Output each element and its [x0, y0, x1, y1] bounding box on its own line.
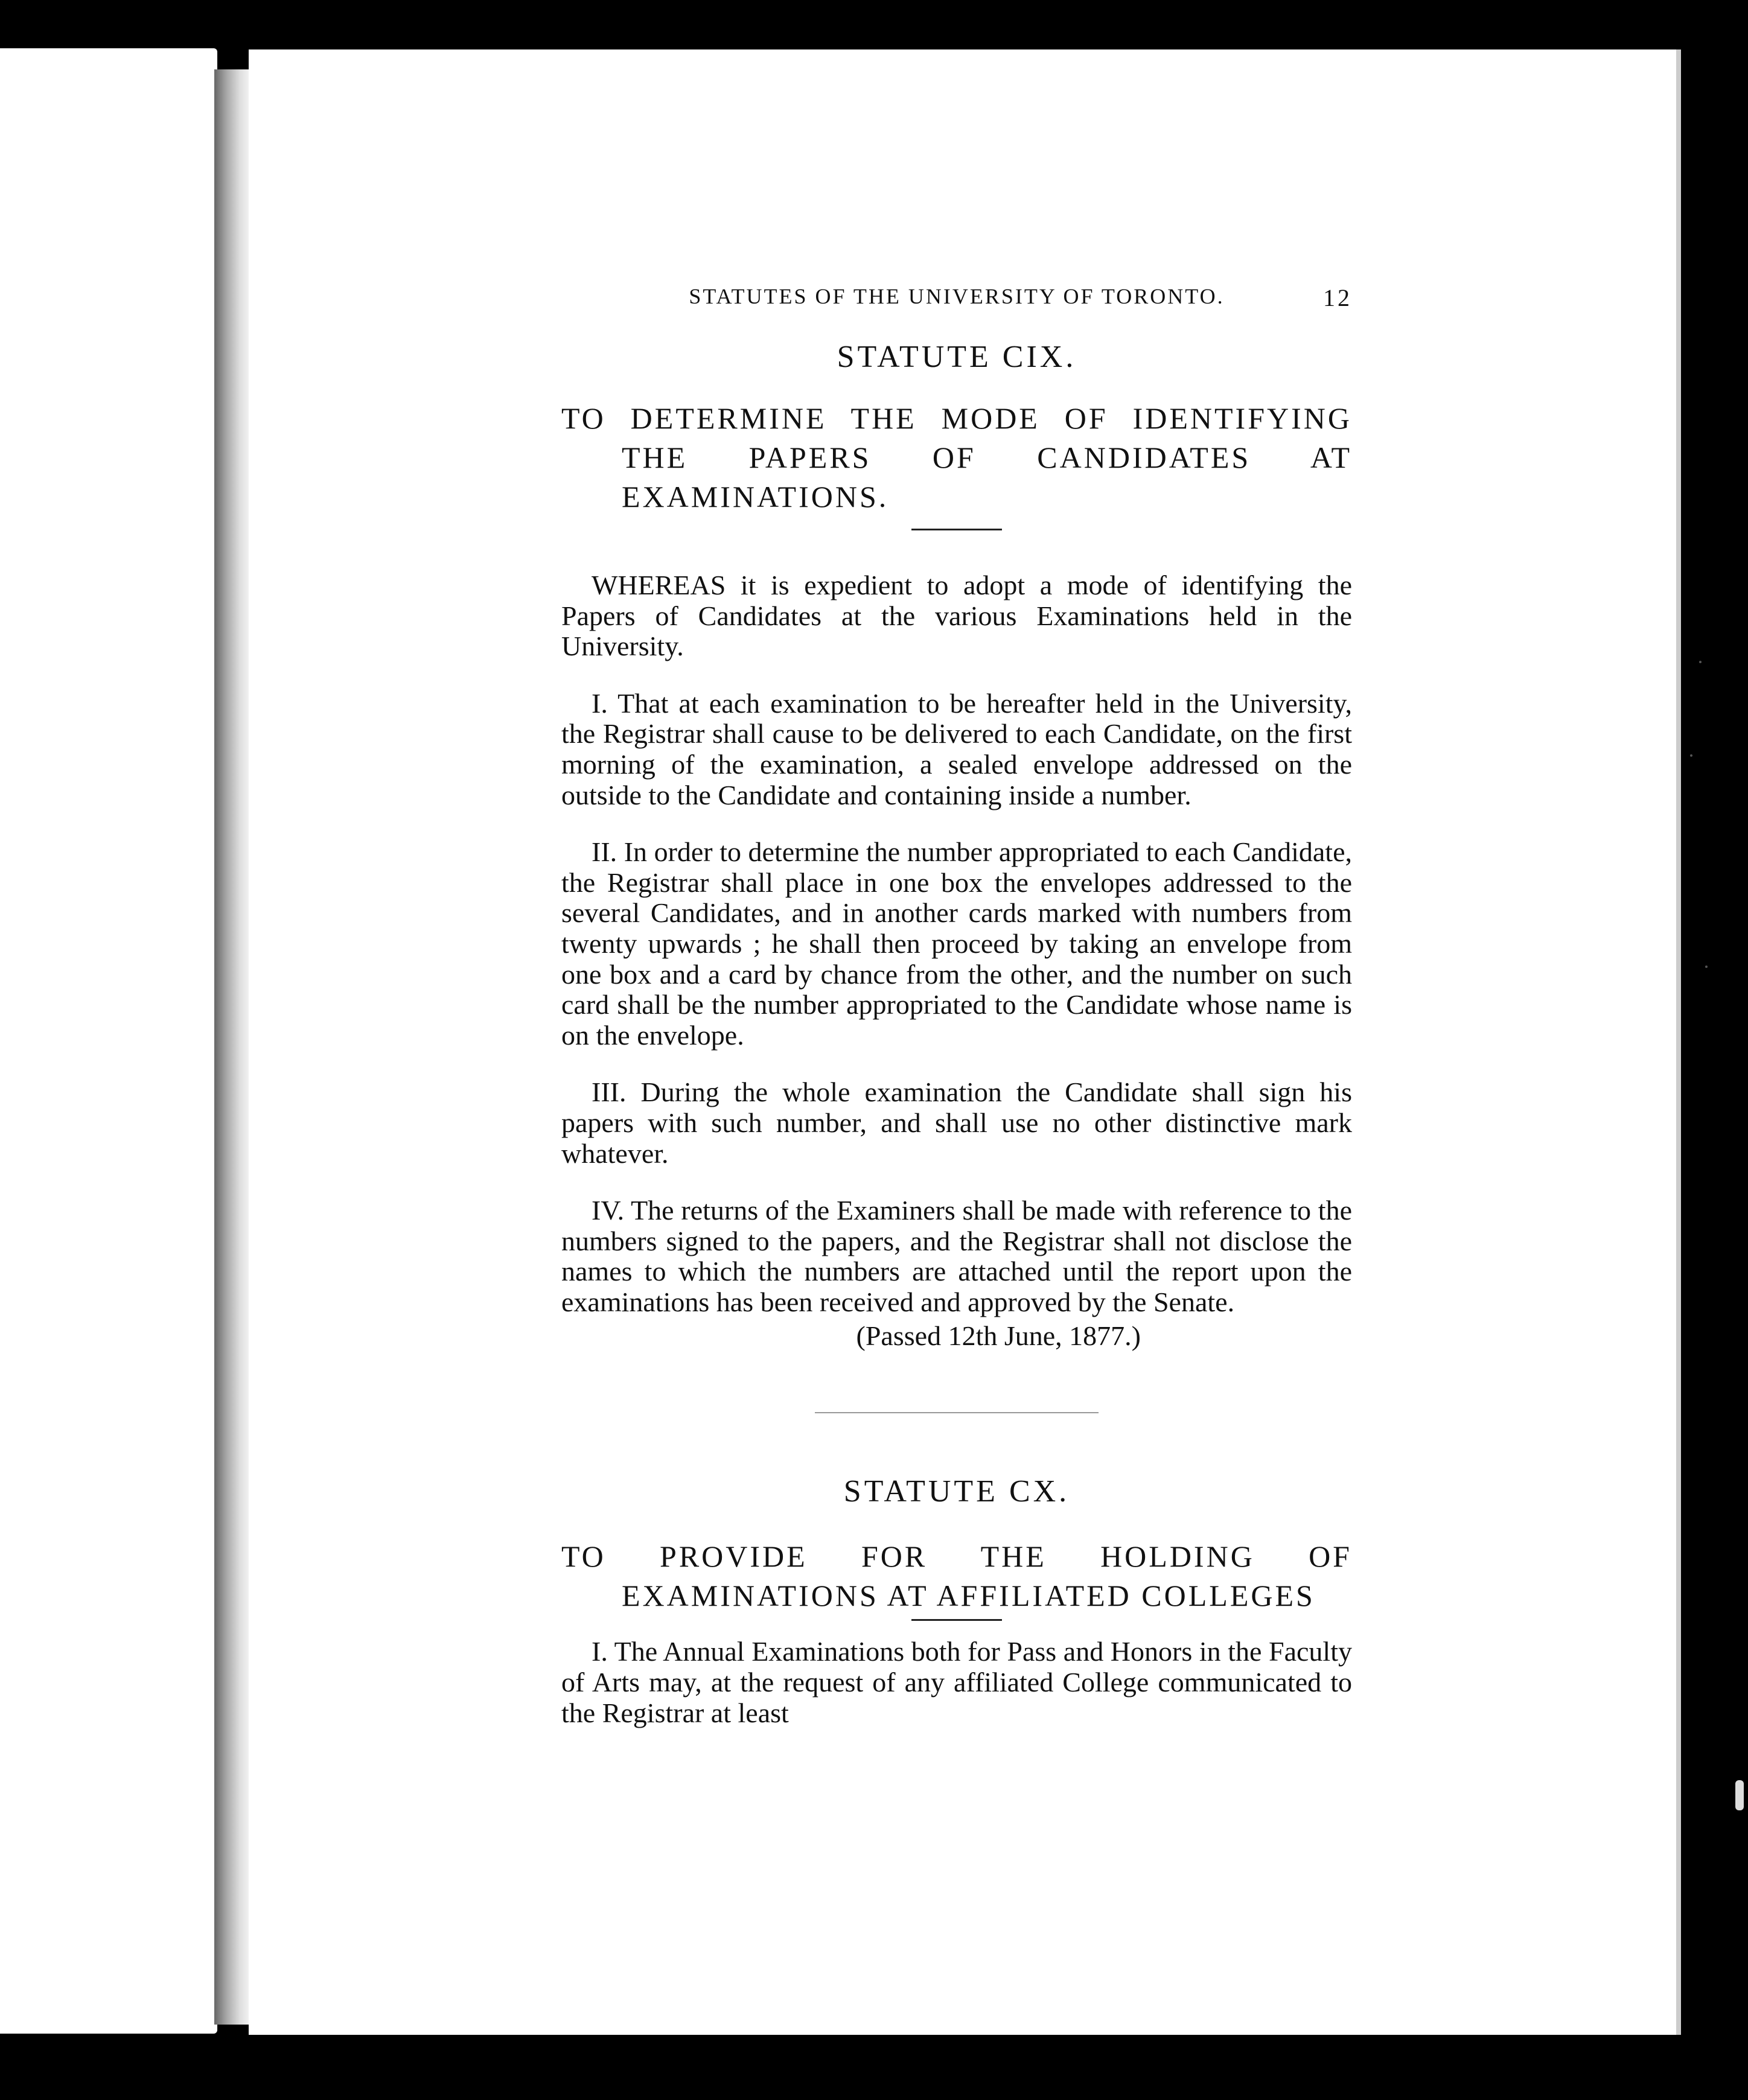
page-number: 12: [1323, 284, 1352, 311]
section-1: I. That at each examination to be hereafter held in the University, the Registrar shall cause to be delivered to each Candidate, on the first morning of the examination, a sealed envelope addressed on the outside to the Candidate and containing inside a number.: [561, 687, 1352, 810]
title-rule: [911, 529, 1002, 530]
title-rule: [911, 1619, 1002, 1621]
book-spine: [214, 69, 250, 2025]
statute-cix-title: STATUTE CIX.: [837, 340, 1077, 374]
scan-speck: [1699, 661, 1702, 663]
section-2: II. In order to determine the number appropriated to each Candidate, the Registrar shall place in one box the envelopes addressed to the several Candidates, and in another cards marked with numbers from twenty upwards ; he shall then proceed by taking an envelope from one box and a card by chance from the other, and the number on such card shall be the number appropriated to the Candidate whose name is on the envelope.: [561, 836, 1352, 1051]
document-body: [561, 284, 1352, 1728]
statute-cx-title: STATUTE CX.: [843, 1474, 1070, 1509]
left-page-margin: [0, 48, 217, 2034]
section-3: III. During the whole examination the Candidate shall sign his papers with such number, and shall use no other distinctive mark whatever.: [561, 1077, 1352, 1169]
preamble: WHEREAS it is expedient to adopt a mode of identifying the Papers of Candidates at the various Examinations held in the University.: [561, 570, 1352, 662]
running-head: [561, 284, 1352, 320]
page-edge: [1676, 49, 1681, 2035]
section-1: I. The Annual Examinations both for Pass and Honors in the Faculty of Arts may, at the request of any affiliated College communicated to the Registrar at least: [561, 1636, 1352, 1728]
statute-cx-subtitle: TO PROVIDE FOR THE HOLDING OF EXAMINATIONS AT AFFILIATED COLLEGES: [561, 1539, 1352, 1613]
statute-cx: [561, 1474, 1352, 1728]
passed-date: (Passed 12th June, 1877.): [856, 1320, 1141, 1352]
running-head-title: STATUTES OF THE UNIVERSITY OF TORONTO.: [689, 284, 1225, 308]
scan-speck: [1705, 966, 1708, 968]
section-separator: [815, 1412, 1099, 1413]
section-4: IV. The returns of the Examiners shall be made with reference to the numbers signed to the papers, and the Registrar shall not disclose the names to which the numbers are attached until the report upon the examinations has been received and approved by the Senate.: [561, 1195, 1352, 1317]
statute-cix: [561, 339, 1352, 1352]
scan-speck: [1690, 754, 1692, 757]
scan-speck: [1735, 1780, 1744, 1810]
statute-cix-subtitle: TO DETERMINE THE MODE OF IDENTIFYING THE PAPERS OF CANDIDATES AT EXAMINATIONS.: [561, 401, 1352, 514]
